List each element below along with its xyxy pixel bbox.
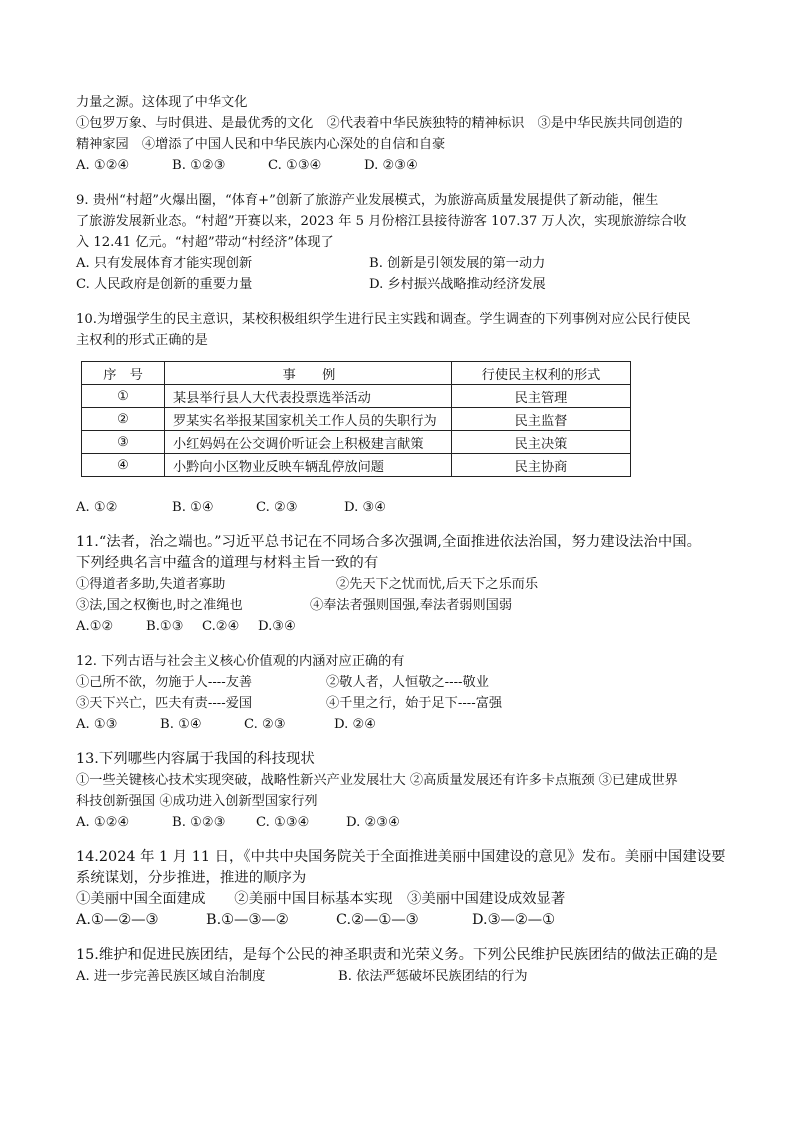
option-c: C. ②③ <box>256 500 298 515</box>
option-a: A.①② <box>76 619 114 634</box>
answer-options <box>76 155 726 176</box>
question-text: 下列经典名言中蕴含的道理与材料主旨一致的有 <box>76 555 379 571</box>
table-header-row <box>82 362 631 385</box>
answer-options <box>76 274 726 295</box>
question-text: 14.2024 年 1 月 11 日，《中共中央国务院关于全面推进美丽中国建设的意见》发布。美丽中国建设要 <box>76 849 726 865</box>
statement-row <box>76 693 726 714</box>
question-text: 主权利的形式正确的是 <box>76 333 208 348</box>
option-d: D.③—②—① <box>472 912 556 928</box>
answer-options <box>76 910 726 931</box>
question-9 <box>76 190 726 295</box>
question-text: 12. 下列古语与社会主义核心价值观的内涵对应正确的有 <box>76 654 405 669</box>
option-a: A.①—②—③ <box>76 912 159 928</box>
table-row <box>82 385 631 408</box>
question-text: 15.维护和促进民族团结，是每个公民的神圣职责和光荣义务。下列公民维护民族团结的做法正确的是 <box>76 947 718 963</box>
answer-options <box>76 812 726 833</box>
option-a: A. 只有发展体育才能实现创新 <box>76 256 253 271</box>
table-row <box>82 408 631 431</box>
question-15 <box>76 945 726 987</box>
question-text: 系统谋划，分步推进，推进的顺序为 <box>76 870 307 886</box>
table-cell: 小黔向小区物业反映车辆乱停放问题 <box>165 454 452 477</box>
statement: ②先天下之忧而忧,后天下之乐而乐 <box>336 577 539 592</box>
statement: ③法,国之权衡也,时之准绳也 <box>76 598 243 613</box>
option-a: A. ①② <box>76 500 118 515</box>
question-statements: ①一些关键核心技术实现突破，战略性新兴产业发展壮大 ②高质量发展还有许多卡点瓶颈 ③已建成世界 <box>76 773 678 788</box>
answer-options <box>76 497 726 518</box>
question-text: 入 12.41 亿元。“村超”带动“村经济”体现了 <box>76 235 334 250</box>
column-header: 行使民主权利的形式 <box>452 362 631 385</box>
option-a: A. ①②④ <box>76 158 130 173</box>
option-b: B. ①④ <box>160 717 202 732</box>
option-b: B.①③ <box>146 619 184 634</box>
option-c: C. ①③④ <box>256 815 310 830</box>
option-b: B.①—③—② <box>206 912 289 928</box>
exam-page <box>76 92 726 987</box>
statement-row <box>76 574 726 595</box>
answer-options <box>76 616 726 637</box>
table-cell: 民主管理 <box>452 385 631 408</box>
table-cell: 民主协商 <box>452 454 631 477</box>
question-text: 了旅游发展新业态。“村超”开赛以来，2023 年 5 月份榕江县接待游客 107.37 万人次，实现旅游综合收 <box>76 214 687 229</box>
question-statements: ①美丽中国全面建成 ②美丽中国目标基本实现 ③美丽中国建设成效显著 <box>76 891 566 907</box>
statement: ①得道者多助,失道者寡助 <box>76 577 226 592</box>
option-b: B. 创新是引领发展的第一动力 <box>369 256 546 271</box>
question-14 <box>76 847 726 931</box>
option-d: D. ②③④ <box>364 158 418 173</box>
option-c: C. ①③④ <box>268 158 322 173</box>
statement: ④千里之行，始于足下----富强 <box>326 696 503 711</box>
table-cell: 某县举行县人大代表投票选举活动 <box>165 385 452 408</box>
question-table <box>81 361 631 477</box>
question-text: 10.为增强学生的民主意识，某校积极组织学生进行民主实践和调查。学生调查的下列事例对应公民行使民 <box>76 312 691 327</box>
option-a: A. ①③ <box>76 717 118 732</box>
table-row <box>82 454 631 477</box>
question-text: 力量之源。这体现了中华文化 <box>76 95 248 110</box>
table-cell: ④ <box>82 454 165 477</box>
statement-row <box>76 672 726 693</box>
question-text: 9. 贵州“村超”火爆出圈，“体育+”创新了旅游产业发展模式，为旅游高质量发展提供了新动能，催生 <box>76 193 659 208</box>
option-d: D. ②④ <box>334 717 377 732</box>
option-d: D. ③④ <box>344 500 387 515</box>
option-c: C.②④ <box>202 619 240 634</box>
question-text: 13.下列哪些内容属于我国的科技现状 <box>76 751 315 767</box>
option-a: A. 进一步完善民族区域自治制度 <box>76 969 266 984</box>
option-b: B. 依法严惩破坏民族团结的行为 <box>338 969 528 984</box>
option-d: D.③④ <box>258 619 296 634</box>
option-c: C. 人民政府是创新的重要力量 <box>76 277 253 292</box>
option-b: B. ①④ <box>172 500 214 515</box>
table-cell: ③ <box>82 431 165 454</box>
table-cell: ② <box>82 408 165 431</box>
column-header: 事 例 <box>165 362 452 385</box>
statement: ③天下兴亡，匹夫有责----爱国 <box>76 696 253 711</box>
question-13 <box>76 749 726 833</box>
statement-row <box>76 595 726 616</box>
table-row <box>82 431 631 454</box>
answer-options <box>76 253 726 274</box>
table-cell: 民主决策 <box>452 431 631 454</box>
option-b: B. ①②③ <box>172 158 226 173</box>
question-11 <box>76 532 726 637</box>
table-cell: 民主监督 <box>452 408 631 431</box>
statement: ②敬人者，人恒敬之----敬业 <box>326 675 489 690</box>
answer-options <box>76 714 726 735</box>
option-d: D. 乡村振兴战略推动经济发展 <box>369 277 546 292</box>
option-d: D. ②③④ <box>346 815 400 830</box>
option-c: C.②—①—③ <box>336 912 419 928</box>
question-10 <box>76 309 726 518</box>
question-12 <box>76 651 726 735</box>
option-a: A. ①②④ <box>76 815 130 830</box>
statement: ④奉法者强则国强,奉法者弱则国弱 <box>310 598 513 613</box>
table-cell: ① <box>82 385 165 408</box>
question-text: 11.“法者，治之端也。”习近平总书记在不同场合多次强调,全面推进依法治国，努力建设法治中国。 <box>76 534 701 550</box>
column-header: 序 号 <box>82 362 165 385</box>
option-b: B. ①②③ <box>172 815 226 830</box>
option-c: C. ②③ <box>244 717 286 732</box>
statement: ①己所不欲，勿施于人----友善 <box>76 675 253 690</box>
question-8 <box>76 92 726 176</box>
table-cell: 小红妈妈在公交调价听证会上积极建言献策 <box>165 431 452 454</box>
answer-options <box>76 966 726 987</box>
question-statements: ①包罗万象、与时俱进、是最优秀的文化 ②代表着中华民族独特的精神标识 ③是中华民族共同创造的 <box>76 116 683 131</box>
question-statements: 精神家园 ④增添了中国人民和中华民族内心深处的自信和自豪 <box>76 137 446 152</box>
question-statements: 科技创新强国 ④成功进入创新型国家行列 <box>76 794 318 809</box>
table-cell: 罗某实名举报某国家机关工作人员的失职行为 <box>165 408 452 431</box>
